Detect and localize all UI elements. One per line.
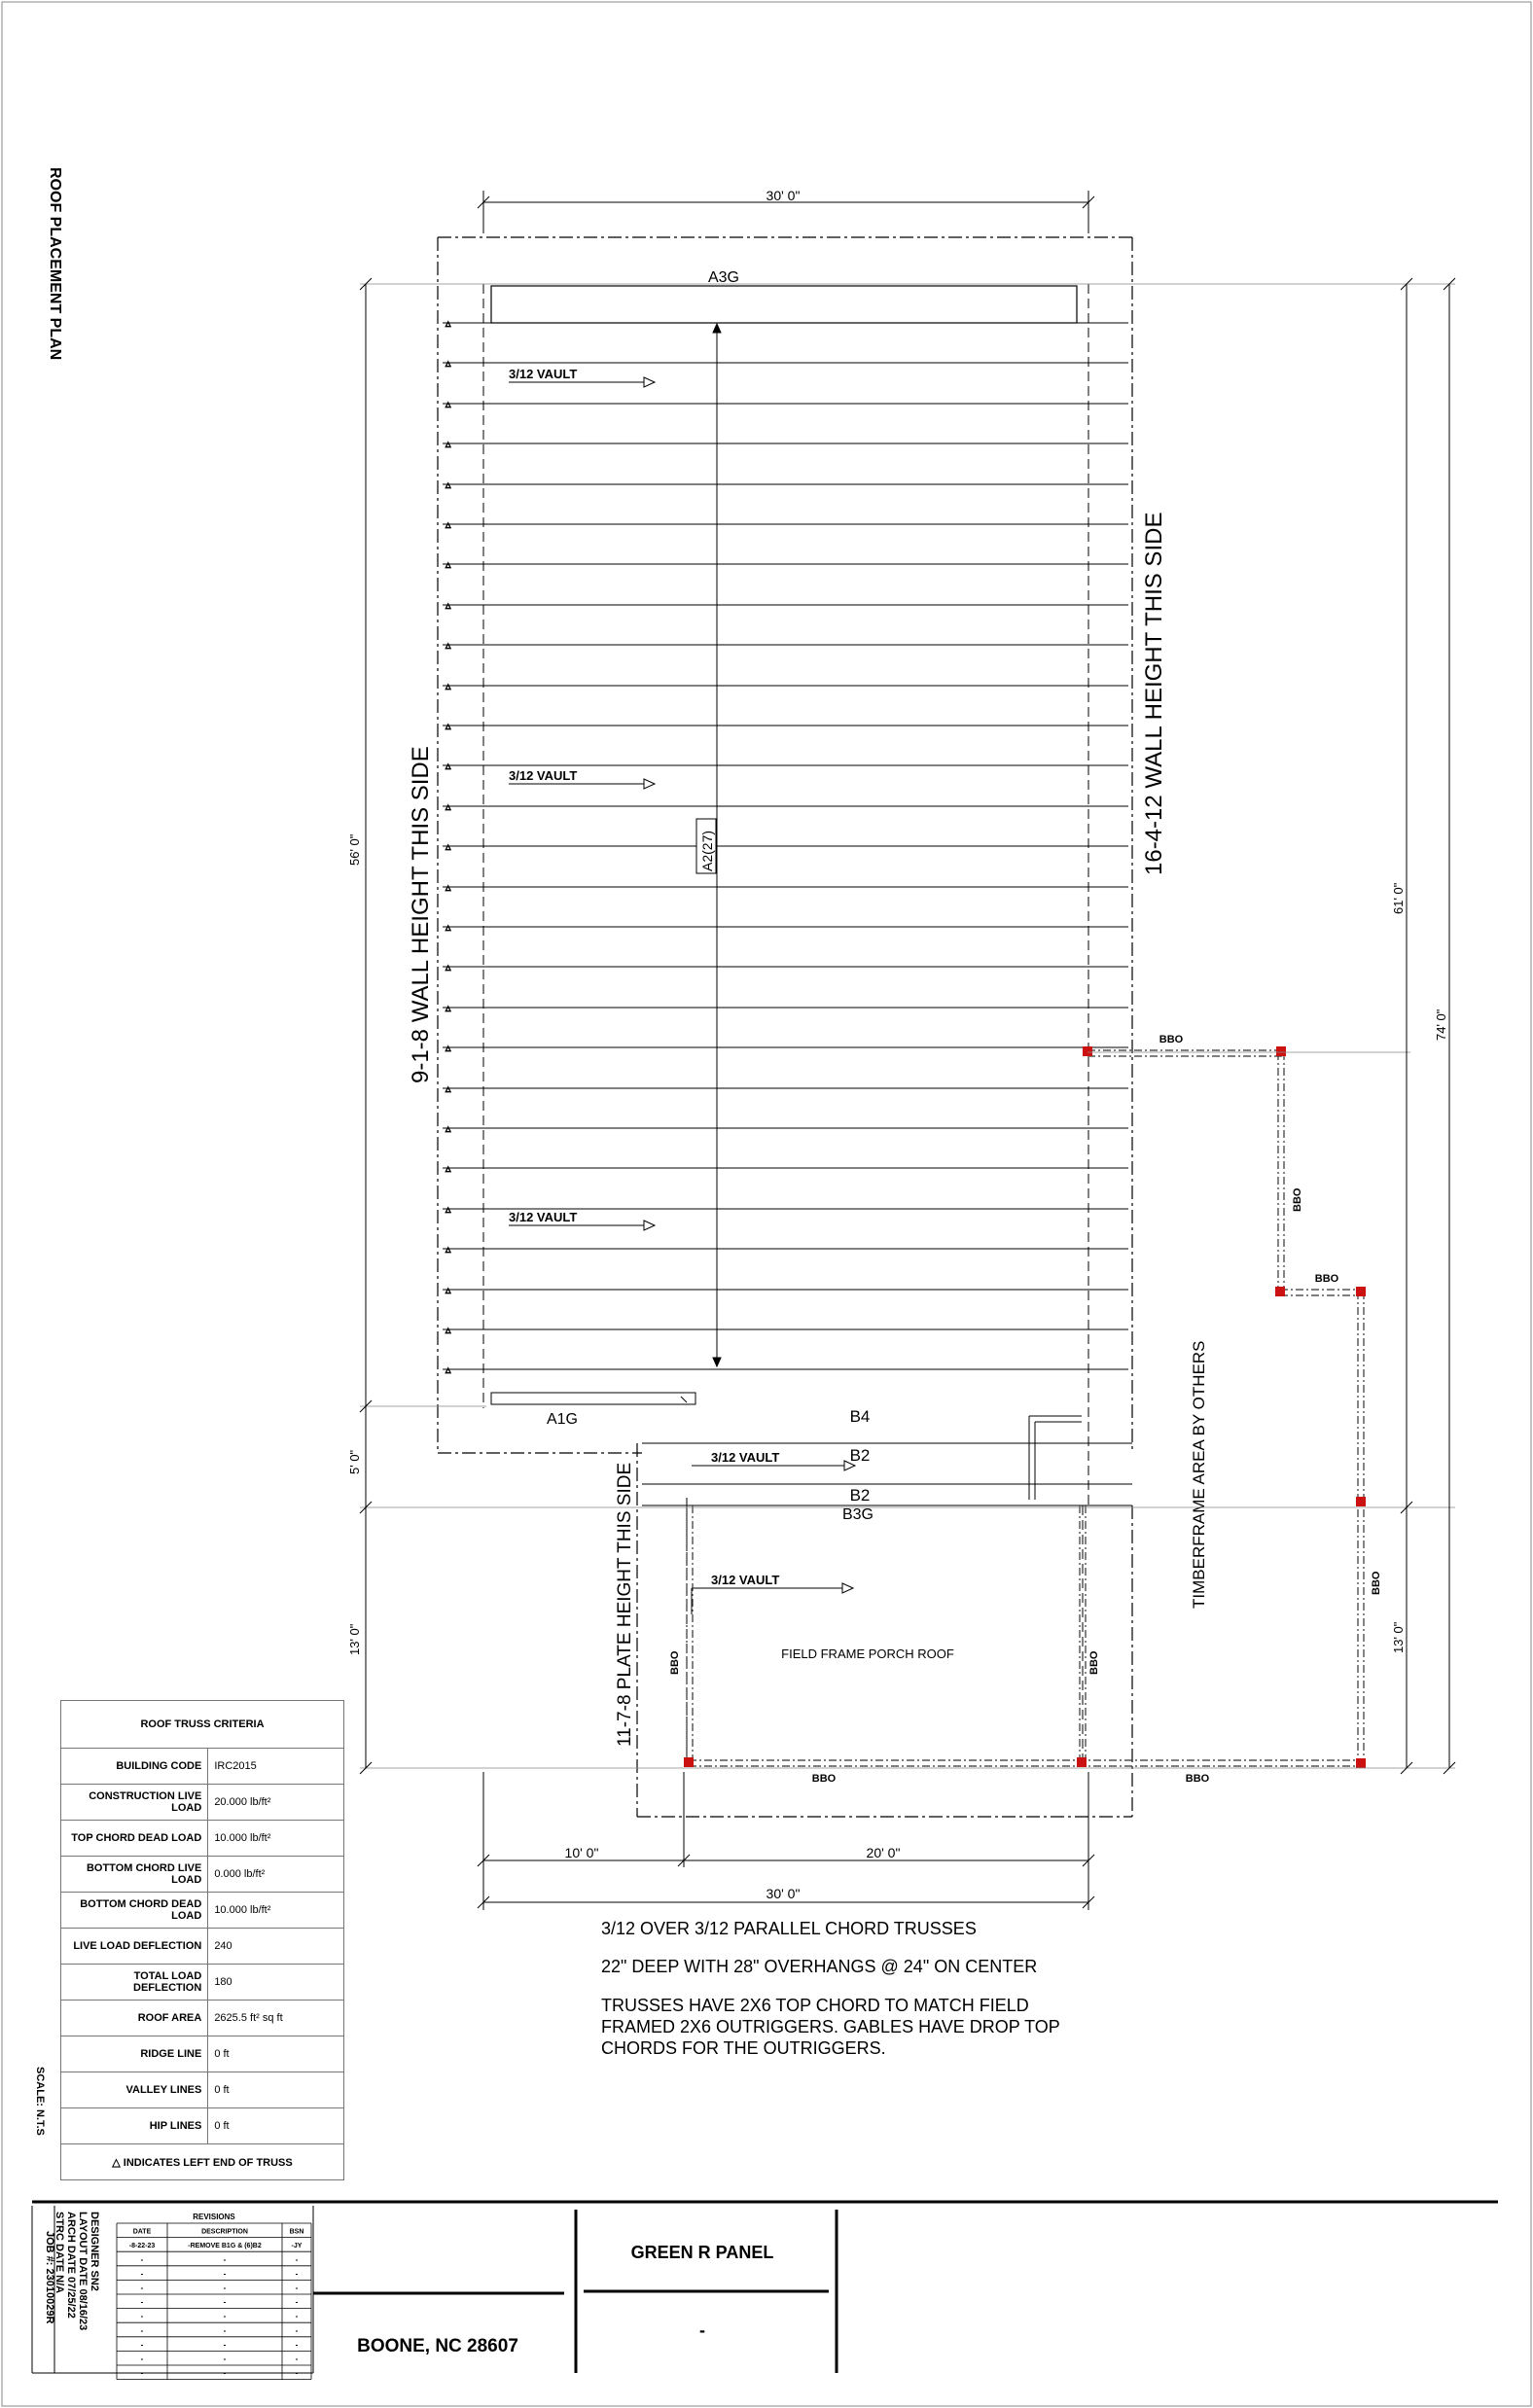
revisions-cell: - [140,2325,144,2335]
bbo-label-4: BBO [1371,1571,1382,1595]
criteria-value: 10.000 lb/ft² [208,1821,344,1857]
truss-label-a1g: A1G [546,1411,579,1428]
project-name: GREEN R PANEL [630,2243,774,2262]
revisions-cell: - [295,2325,299,2335]
criteria-row [61,1893,344,1929]
criteria-row [61,2108,344,2144]
criteria-label: BOTTOM CHORD LIVE LOAD [61,1857,208,1893]
left-end-marker: △ [446,804,451,811]
left-end-marker: △ [446,603,451,610]
left-end-marker: △ [446,1207,451,1214]
bbo-label-8: BBO [1185,1773,1210,1785]
title-block-lines [32,2202,1498,2373]
revisions-cell: - [295,2355,299,2363]
criteria-row [61,1821,344,1857]
revisions-cell: - [223,2325,227,2335]
criteria-label: BUILDING CODE [61,1749,208,1785]
criteria-value: 2625.5 ft² sq ft [208,2001,344,2036]
left-end-marker: △ [446,965,451,972]
left-end-marker: △ [446,361,451,368]
left-end-marker: △ [446,1045,451,1052]
left-end-marker: △ [446,1166,451,1173]
wall-height-right: 16-4-12 WALL HEIGHT THIS SIDE [1141,512,1167,875]
left-end-marker: △ [446,1247,451,1254]
revisions-cell: - [223,2254,227,2264]
vault-label-1: 3/12 VAULT [509,367,578,381]
dim-left-56: 56' 0" [347,833,362,866]
bbo-label-7: BBO [811,1773,837,1785]
extension-lines [360,284,1455,1768]
bbo-label-6: BBO [1088,1650,1100,1675]
wall-lines [483,284,1088,1765]
criteria-value: 240 [208,1929,344,1965]
revisions-cell: - [140,2269,144,2279]
criteria-row [61,2072,344,2108]
truss-label-b2-lower: B2 [849,1486,871,1505]
dim-bottom-left: 10' 0" [564,1845,599,1860]
left-end-marker: △ [446,1328,451,1334]
roof-overhang-outline [438,237,1132,1817]
note-line-4: FRAMED 2X6 OUTRIGGERS. GABLES HAVE DROP TOP [601,2017,1060,2036]
revisions-table [117,2213,311,2380]
dim-left-13: 13' 0" [347,1623,362,1655]
revisions-cell: -8-22-23 [128,2243,156,2250]
criteria-title: ROOF TRUSS CRITERIA [61,1701,344,1749]
criteria-value: 0.000 lb/ft² [208,1857,344,1893]
dim-right-74: 74' 0" [1434,1009,1448,1041]
criteria-value: 0 ft [208,2108,344,2144]
criteria-label: ROOF AREA [61,2001,208,2036]
left-end-marker: △ [446,763,451,770]
criteria-value: 0 ft [208,2072,344,2108]
revisions-cell: - [295,2340,299,2350]
dim-bottom-width: 30' 0" [766,1886,801,1901]
dim-bottom-right: 20' 0" [866,1845,901,1860]
project-location: BOONE, NC 28607 [357,2336,518,2356]
bbo-label-3: BBO [1314,1273,1339,1285]
left-end-marker: △ [446,562,451,569]
scale-note: SCALE: N.T.S [34,2067,46,2136]
revisions-cell: - [295,2254,299,2264]
revisions-cell: - [223,2355,227,2363]
bbo-label-2: BBO [1292,1187,1303,1212]
truss-label-b3g: B3G [841,1506,874,1523]
left-end-marker: △ [446,482,451,489]
vault-label-2: 3/12 VAULT [509,768,578,783]
truss-label-b2-upper: B2 [849,1446,871,1465]
criteria-value: IRC2015 [208,1749,344,1785]
left-end-marker: △ [446,402,451,408]
revisions-cell: - [223,2284,227,2292]
left-end-marker: △ [446,844,451,851]
revisions-cell: - [223,2269,227,2279]
left-end-marker: △ [446,885,451,892]
criteria-row [61,2001,344,2036]
dim-right-13: 13' 0" [1391,1621,1406,1653]
dim-left-5: 5' 0" [347,1449,362,1474]
vault-label-5: 3/12 VAULT [711,1573,780,1587]
vault-label-4: 3/12 VAULT [711,1450,780,1465]
revisions-cell: - [140,2254,144,2264]
left-end-marker: △ [446,442,451,448]
criteria-row [61,1857,344,1893]
criteria-label: TOP CHORD DEAD LOAD [61,1821,208,1857]
revisions-cell: - [140,2297,144,2307]
criteria-value: 10.000 lb/ft² [208,1893,344,1929]
note-line-5: CHORDS FOR THE OUTRIGGERS. [601,2038,886,2058]
truss-label-a2: A2(27) [699,830,715,871]
left-end-marker: △ [446,1086,451,1093]
vault-label-3: 3/12 VAULT [509,1210,578,1224]
criteria-label: TOTAL LOAD DEFLECTION [61,1965,208,2001]
left-end-marker: △ [446,1367,451,1374]
criteria-row [61,1749,344,1785]
left-end-marker: △ [446,1126,451,1133]
project-sub: - [699,2320,705,2340]
job-number: JOB #: 23010029R [44,2231,55,2324]
revisions-cell: - [140,2368,144,2378]
roof-truss-criteria [60,1700,344,2180]
bbo-label-5: BBO [669,1650,681,1675]
revisions-cell: - [140,2355,144,2363]
plate-height-label: 11-7-8 PLATE HEIGHT THIS SIDE [615,1462,635,1747]
left-end-marker: △ [446,684,451,691]
dim-left [360,278,372,1774]
note-line-3: TRUSSES HAVE 2X6 TOP CHORD TO MATCH FIELD [601,1996,1029,2015]
note-line-2: 22" DEEP WITH 28" OVERHANGS @ 24" ON CENTER [601,1957,1038,1976]
layout-date: LAYOUT DATE 08/16/23 [77,2212,89,2331]
dim-top-width-label: 30' 0" [766,188,801,203]
left-end-marker: △ [446,1288,451,1294]
left-end-marker: △ [446,643,451,650]
wall-height-left: 9-1-8 WALL HEIGHT THIS SIDE [408,746,434,1083]
lower-truss-area [491,1393,1132,1505]
left-end-marker: △ [446,724,451,730]
revisions-cell: - [223,2368,227,2378]
criteria-label: BOTTOM CHORD DEAD LOAD [61,1893,208,1929]
criteria-row [61,2036,344,2072]
criteria-label: VALLEY LINES [61,2072,208,2108]
revisions-cell: DATE [132,2228,152,2236]
strc-date: STRC DATE N/A [53,2212,65,2294]
note-line-1: 3/12 OVER 3/12 PARALLEL CHORD TRUSSES [601,1919,977,1938]
criteria-label: RIDGE LINE [61,2036,208,2072]
revisions-cell: - [295,2312,299,2321]
criteria-value: 20.000 lb/ft² [208,1785,344,1821]
revisions-cell: - [223,2312,227,2321]
revisions-cell: - [295,2284,299,2292]
revisions-cell: REVISIONS [193,2213,235,2221]
revisions-cell: -REMOVE B1G & (6)B2 [188,2243,262,2250]
revisions-cell: BSN [289,2228,304,2236]
left-end-marker: △ [446,522,451,529]
sheet-title: ROOF PLACEMENT PLAN [47,167,63,361]
timberframe-label: TIMBERFRAME AREA BY OTHERS [1190,1340,1208,1609]
revisions-cell: - [295,2368,299,2378]
criteria-value: 0 ft [208,2036,344,2072]
left-end-marker: △ [446,321,451,328]
revisions-cell: -JY [291,2243,303,2250]
gable-a3g [491,286,1077,323]
criteria-label: HIP LINES [61,2108,208,2144]
left-end-marker: △ [446,1006,451,1012]
truss-label-b4: B4 [849,1407,871,1426]
revisions-cell: DESCRIPTION [201,2228,248,2236]
criteria-label: LIVE LOAD DEFLECTION [61,1929,208,1965]
bbo-label-1: BBO [1159,1034,1184,1045]
field-frame-label: FIELD FRAME PORCH ROOF [781,1647,954,1661]
criteria-row [61,1965,344,2001]
criteria-row [61,1785,344,1821]
revisions-cell: - [295,2269,299,2279]
arch-date: ARCH DATE 07/25/22 [65,2212,77,2319]
revisions-cell: - [140,2284,144,2292]
revisions-cell: - [295,2297,299,2307]
revisions-cell: - [140,2340,144,2350]
dim-right-61: 61' 0" [1391,882,1406,914]
vault-arrow-5 [692,1583,853,1614]
revisions-cell: - [223,2297,227,2307]
designer: DESIGNER SN2 [89,2212,100,2291]
revisions-cell: - [140,2312,144,2321]
criteria-row [61,1929,344,1965]
left-end-marker: △ [446,925,451,932]
criteria-value: 180 [208,1965,344,2001]
criteria-footer: △ INDICATES LEFT END OF TRUSS [61,2144,344,2180]
criteria-label: CONSTRUCTION LIVE LOAD [61,1785,208,1821]
revisions-cell: - [223,2340,227,2350]
truss-label-a3g: A3G [707,269,740,286]
